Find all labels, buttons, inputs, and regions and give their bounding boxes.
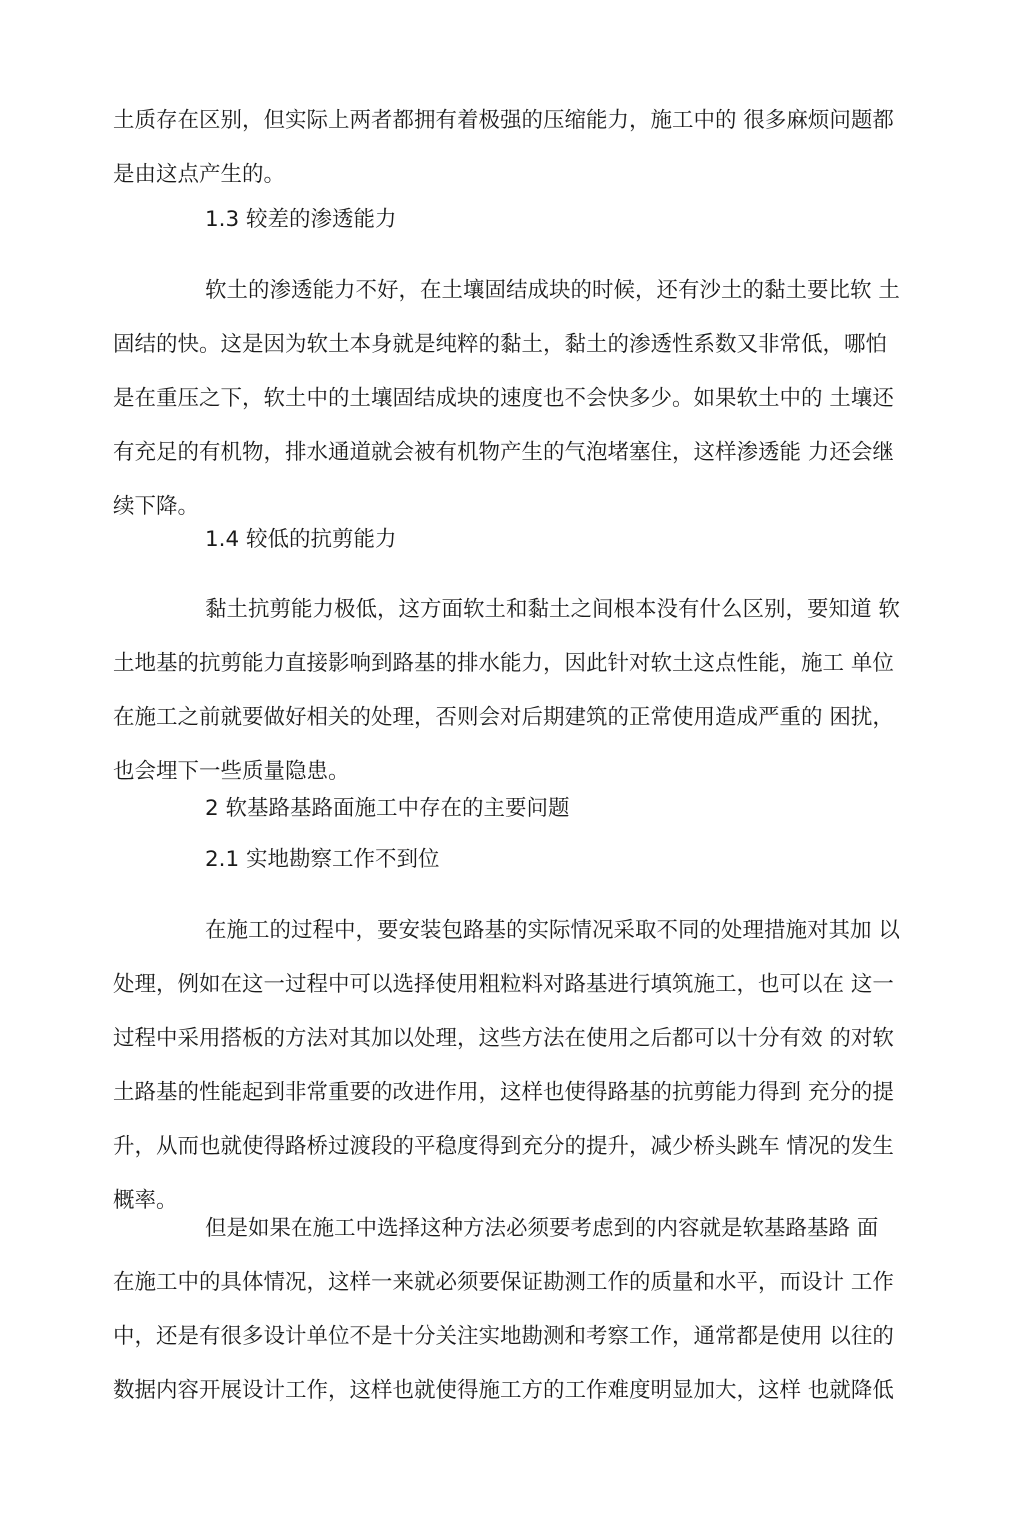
paragraph-line: 软土的渗透能力不好，在土壤固结成块的时候，还有沙土的黏土要比软 土: [205, 278, 900, 303]
paragraph-line: 有充足的有机物，排水通道就会被有机物产生的气泡堵塞住，这样渗透能 力还会继: [113, 440, 894, 465]
section-heading-1-3: 1.3 较差的渗透能力: [205, 207, 397, 232]
paragraph-line: 是在重压之下，软土中的土壤固结成块的速度也不会快多少。如果软土中的 土壤还: [113, 386, 894, 411]
paragraph-line: 固结的快。这是因为软土本身就是纯粹的黏土，黏土的渗透性系数又非常低，哪怕: [113, 332, 888, 357]
paragraph-design-issues: [113, 1202, 913, 1418]
paragraph-line: 黏土抗剪能力极低，这方面软土和黏土之间根本没有什么区别，要知道 软: [205, 597, 900, 622]
paragraph-site-survey: [113, 904, 913, 1228]
paragraph-line: 土路基的性能起到非常重要的改进作用，这样也使得路基的抗剪能力得到 充分的提: [113, 1080, 894, 1105]
paragraph-line: 但是如果在施工中选择这种方法必须要考虑到的内容就是软基路基路 面: [205, 1216, 879, 1241]
section-heading-1-4: 1.4 较低的抗剪能力: [205, 527, 397, 552]
paragraph-line: 在施工之前就要做好相关的处理，否则会对后期建筑的正常使用造成严重的 困扰，: [113, 705, 894, 730]
paragraph-line: 也会埋下一些质量隐患。: [113, 759, 350, 784]
paragraph-line: 在施工中的具体情况，这样一来就必须要保证勘测工作的质量和水平，而设计 工作: [113, 1270, 894, 1295]
paragraph-line: 升，从而也就使得路桥过渡段的平稳度得到充分的提升，减少桥头跳车 情况的发生: [113, 1134, 894, 1159]
paragraph-line: 在施工的过程中，要安装包路基的实际情况采取不同的处理措施对其加 以: [205, 918, 900, 943]
paragraph-line: 土质存在区别，但实际上两者都拥有着极强的压缩能力，施工中的 很多麻烦问题都: [113, 108, 894, 133]
paragraph-permeability: [113, 264, 913, 534]
paragraph-line: 中，还是有很多设计单位不是十分关注实地勘测和考察工作，通常都是使用 以往的: [113, 1324, 894, 1349]
paragraph-shear-strength: [113, 583, 913, 799]
paragraph-soil-compressibility: [113, 94, 913, 202]
paragraph-line: 数据内容开展设计工作，这样也就使得施工方的工作难度明显加大，这样 也就降低: [113, 1378, 894, 1403]
paragraph-line: 是由这点产生的。: [113, 162, 286, 187]
section-heading-2-1: 2.1 实地勘察工作不到位: [205, 847, 440, 872]
paragraph-line: 土地基的抗剪能力直接影响到路基的排水能力，因此针对软土这点性能，施工 单位: [113, 651, 894, 676]
paragraph-line: 续下降。: [113, 494, 200, 519]
section-heading-2: 2 软基路基路面施工中存在的主要问题: [205, 796, 570, 821]
paragraph-line: 概率。: [113, 1188, 178, 1213]
paragraph-line: 过程中采用搭板的方法对其加以处理，这些方法在使用之后都可以十分有效 的对软: [113, 1026, 894, 1051]
paragraph-line: 处理，例如在这一过程中可以选择使用粗粒料对路基进行填筑施工，也可以在 这一: [113, 972, 894, 997]
